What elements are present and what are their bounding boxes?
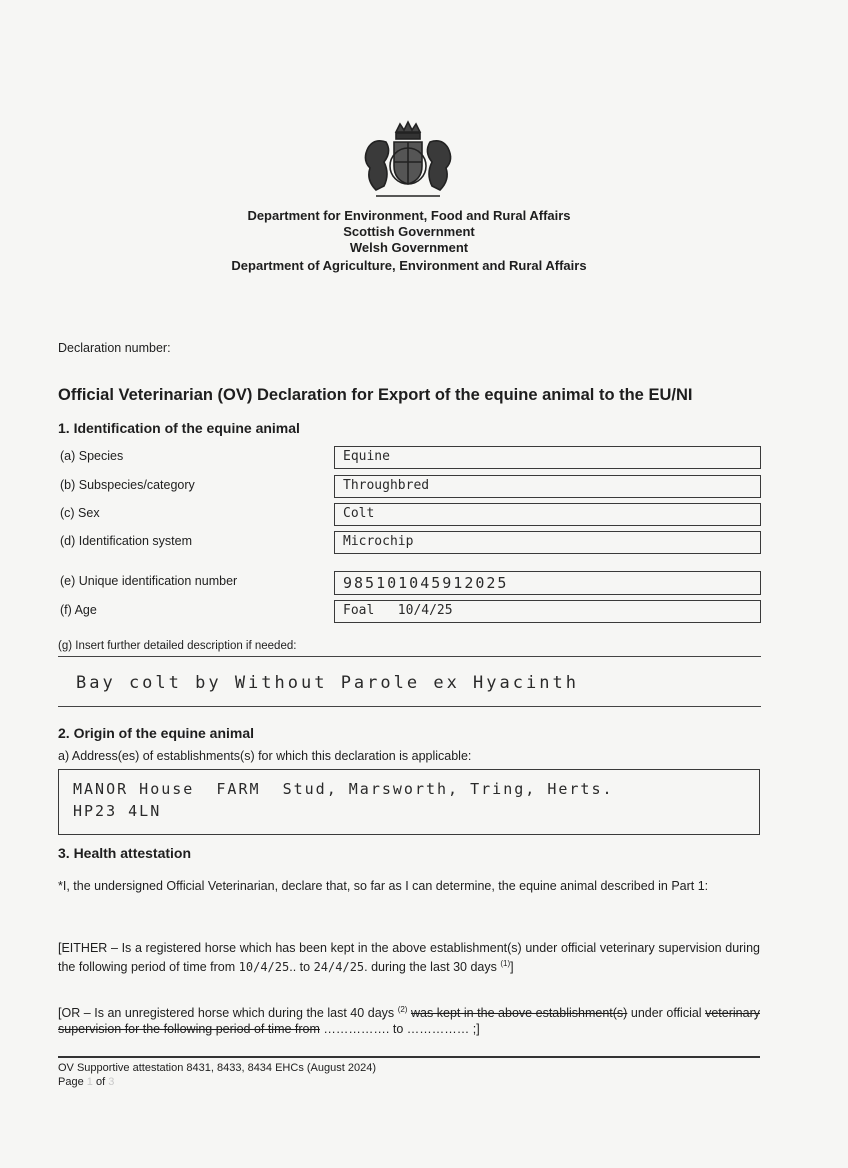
declaration-number-label: Declaration number: bbox=[58, 341, 171, 355]
footer-rule bbox=[58, 1056, 760, 1058]
species-label: (a) Species bbox=[60, 449, 124, 463]
page-current: 1 bbox=[86, 1076, 93, 1088]
subspecies-label: (b) Subspecies/category bbox=[60, 478, 195, 492]
footer-page-number bbox=[58, 1075, 114, 1089]
or-text-2: under official bbox=[630, 1006, 702, 1021]
or-text: [OR – Is an unregistered horse which during the last 40 days bbox=[58, 1006, 395, 1021]
either-text: [EITHER – Is a registered horse which has been kept in the above establishment(s) under official veterinary supervision during the following period of time from bbox=[58, 941, 760, 975]
address-box[interactable] bbox=[58, 769, 760, 835]
either-to-word: to bbox=[299, 960, 311, 975]
either-footnote: (1) bbox=[500, 959, 511, 968]
age-field[interactable]: Foal 10/4/25 bbox=[334, 600, 761, 623]
subspecies-field[interactable]: Throughbred bbox=[334, 475, 761, 498]
health-attestation-intro: *I, the undersigned Official Veterinarian, declare that, so far as I can determine, the equine animal described in Part 1: bbox=[58, 879, 709, 893]
either-suffix: during the last 30 days bbox=[371, 960, 497, 975]
description-bottom-rule bbox=[58, 706, 761, 707]
section-3-heading: 3. Health attestation bbox=[58, 845, 192, 861]
department-line-4: Department of Agriculture, Environment and Rural Affairs bbox=[231, 258, 587, 273]
either-clause: [EITHER – Is a registered horse which has been kept in the above establishment(s) under official veterinary supervision during the following period of time from 10/4/25.. to 24/4/25. during the last 30 days $^{(1)}$] bbox=[58, 941, 760, 975]
or-struck-text: was kept in the above establishment(s) bbox=[411, 1006, 628, 1021]
further-description-value[interactable]: Bay colt by Without Parole ex Hyacinth bbox=[76, 673, 579, 693]
royal-coat-of-arms-emblem bbox=[356, 118, 460, 204]
document-title: Official Veterinarian (OV) Declaration for Export of the equine animal to the EU/NI bbox=[58, 386, 693, 404]
identification-system-field[interactable]: Microchip bbox=[334, 531, 761, 554]
further-description-label: (g) Insert further detailed description if needed: bbox=[58, 640, 297, 652]
footer-attestation: OV Supportive attestation 8431, 8433, 8434 EHCs (August 2024) bbox=[58, 1062, 376, 1074]
department-line-2: Scottish Government bbox=[343, 224, 475, 239]
page-label: Page bbox=[58, 1076, 84, 1088]
address-label: a) Address(es) of establishments(s) for which this declaration is applicable: bbox=[58, 749, 472, 763]
sex-field[interactable]: Colt bbox=[334, 503, 761, 526]
species-field[interactable]: Equine bbox=[334, 446, 761, 469]
or-clause bbox=[58, 1002, 760, 1037]
department-line-3: Welsh Government bbox=[349, 240, 469, 255]
or-struck-text-2: veterinary supervision for the following period of time from bbox=[58, 1006, 760, 1037]
sex-label: (c) Sex bbox=[60, 506, 100, 520]
unique-id-field[interactable]: 985101045912025 bbox=[334, 571, 761, 595]
unique-id-label: (e) Unique identification number bbox=[60, 574, 238, 588]
of-label: of bbox=[95, 1076, 106, 1088]
address-line-1: MANOR House FARM Stud, Marsworth, Tring, Herts. bbox=[73, 780, 614, 798]
address-line-2: HP23 4LN bbox=[73, 802, 162, 820]
section-2-heading: 2. Origin of the equine animal bbox=[58, 725, 255, 741]
either-to-date[interactable]: 24/4/25 bbox=[313, 960, 365, 975]
identification-system-label: (d) Identification system bbox=[60, 534, 192, 548]
department-line-1: Department for Environment, Food and Rural Affairs bbox=[247, 208, 571, 223]
page-total: 3 bbox=[108, 1076, 115, 1088]
section-1-heading: 1. Identification of the equine animal bbox=[58, 420, 300, 436]
either-from-date[interactable]: 10/4/25 bbox=[238, 960, 290, 975]
age-label: (f) Age bbox=[60, 603, 97, 617]
description-top-rule bbox=[58, 656, 761, 657]
or-footnote: (2) bbox=[397, 1005, 408, 1014]
or-end: ……………. to …………… ;] bbox=[323, 1022, 480, 1037]
